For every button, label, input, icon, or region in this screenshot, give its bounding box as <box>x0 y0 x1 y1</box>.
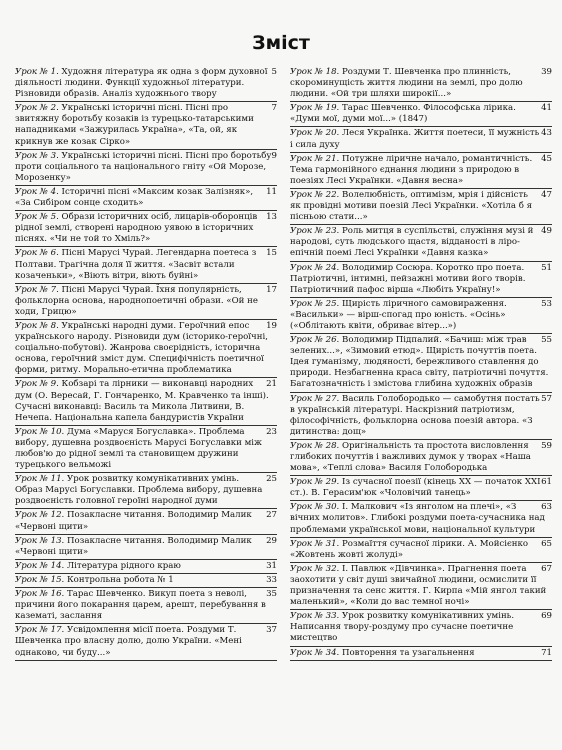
toc-page-number: 11 <box>266 186 277 197</box>
lesson-label: Урок № 18. <box>290 67 340 77</box>
lesson-label: Урок № 33. <box>290 611 340 622</box>
lesson-label: Урок № 12. <box>15 510 65 521</box>
lesson-title: Контрольна робота № 1 <box>67 574 174 585</box>
toc-entry[interactable] <box>290 501 552 537</box>
lesson-label: Урок № 21. <box>290 153 340 164</box>
toc-page-number: 61 <box>541 477 552 488</box>
toc-entry[interactable] <box>290 298 552 334</box>
toc-left-column <box>15 66 277 661</box>
lesson-title: Історичні пісні «Максим козак Залізняк», «За Сибіром сонце сходить» <box>15 186 254 209</box>
toc-page-number: 47 <box>541 189 552 200</box>
toc-page-number: 23 <box>266 426 277 437</box>
lesson-title: Василь Голобородько — самобутня постать в українській літературі. Наскрізний патріотизм, філософічність, фольклорна основа поезій автора. «З дитинства: дощ» <box>290 393 540 437</box>
toc-entry[interactable] <box>290 262 552 298</box>
lesson-title: Леся Українка. Життя поетеси, її мужність і сила духу <box>290 128 540 150</box>
lesson-label: Урок № 2. <box>15 103 59 114</box>
toc-entry[interactable] <box>290 189 552 225</box>
lesson-label: Урок № 28. <box>290 440 340 451</box>
toc-entry[interactable] <box>15 247 277 283</box>
lesson-label: Урок № 10. <box>15 426 65 437</box>
lesson-label: Урок № 22. <box>290 189 340 200</box>
toc-entry[interactable] <box>15 509 277 534</box>
lesson-title: Оригінальність та простота висловлення глибоких почуттів і важливих думок у творах «Наша мова», «Теплі слова» Василя Голобородька <box>290 440 531 474</box>
toc-page-number: 19 <box>266 320 277 331</box>
toc-entry[interactable] <box>290 66 552 102</box>
lesson-title: Із сучасної поезії (кінець XX — початок XXI ст.). В. Герасим'юк «Чоловічий танець» <box>290 477 541 499</box>
lesson-title: Урок розвитку комунікативних умінь. Образ Марусі Богуславки. Проблема вибору, душевна роздвоєність головної героїні народної думи <box>15 474 263 507</box>
lesson-title: Повторення та узагальнення <box>342 647 475 658</box>
lesson-label: Урок № 29. <box>290 477 340 488</box>
lesson-title: Художня література як одна з форм духовної діяльності людини. Функції художньої літератури. Різновиди образів. Аналіз художнього твору <box>15 67 268 100</box>
lesson-title: І. Малкович «Із янголом на плечі», «З вічних молитов». Глибокі роздуми поета-сучасника над проблемами української мови, національної культури <box>290 502 545 535</box>
toc-entry[interactable] <box>290 102 552 127</box>
lesson-label: Урок № 31. <box>290 538 340 549</box>
lesson-label: Урок № 8. <box>15 320 59 331</box>
toc-entry[interactable] <box>15 426 277 473</box>
toc-page-number: 63 <box>541 502 552 513</box>
lesson-label: Урок № 9. <box>15 379 59 390</box>
toc-page-number: 27 <box>266 510 277 521</box>
toc-entry[interactable] <box>290 647 552 661</box>
toc-entry[interactable] <box>15 284 277 320</box>
lesson-title: Українські історичні пісні. Пісні про боротьбу проти соціального та національного гніту «Ой Морозе, Морозенку» <box>15 150 272 183</box>
toc-page-number: 55 <box>541 335 552 346</box>
toc-entry[interactable] <box>15 102 277 149</box>
lesson-label: Урок № 11. <box>15 474 65 485</box>
toc-page-number: 13 <box>266 212 277 223</box>
lesson-title: Позакласне читання. Володимир Малик «Червоні щити» <box>15 510 252 532</box>
toc-entry[interactable] <box>15 66 277 102</box>
lesson-title: Українські народні думи. Героїчний епос українського народу. Різновиди дум (історико-героїчні, соціально-побутові). Жанрова своєрідність, історична основа, героїчний зміст дум. Специфічність поетичної форми, ритму. Морально-етична проблематика <box>15 320 268 376</box>
lesson-label: Урок № 16. <box>15 589 65 600</box>
lesson-title: Потужне ліричне начало, романтичність. Тема гармонійного єднання людини з природою в поезіях Лесі Українки. «Давня весна» <box>290 153 533 186</box>
lesson-title: Позакласне читання. Володимир Малик «Червоні щити» <box>15 535 252 557</box>
toc-entry[interactable] <box>290 610 552 646</box>
toc-entry[interactable] <box>290 225 552 261</box>
toc-page-number: 57 <box>541 393 552 404</box>
toc-page-number: 9 <box>271 150 277 161</box>
lesson-title: Щирість ліричного самовираження. «Васильки» — вірш-спогад про юність. «Осінь» («Облітають квіти, обриває вітер...») <box>290 298 507 331</box>
toc-page-number: 33 <box>266 574 277 585</box>
toc-entry[interactable] <box>15 535 277 560</box>
toc-page-number: 71 <box>541 647 552 658</box>
toc-page-number: 31 <box>266 560 277 571</box>
lesson-label: Урок № 30. <box>290 502 340 513</box>
lesson-label: Урок № 6. <box>15 248 59 259</box>
toc-entry[interactable] <box>290 563 552 610</box>
lesson-label: Урок № 24. <box>290 262 340 273</box>
lesson-title: Розмаїття сучасної лірики. А. Мойсієнко «Жовтень жовті жолуді» <box>290 538 529 560</box>
lesson-title: Усвідомлення місії поета. Роздуми Т. Шевченка про власну долю, долю України. «Мені однаково, чи буду...» <box>15 625 242 658</box>
lesson-title: Українські історичні пісні. Пісні про звитяжну боротьбу козаків із турецько-татарськими нападниками «Зажурилась Україна», «Та, ой, як крикнув же козак Сірко» <box>15 103 254 147</box>
lesson-label: Урок № 32. <box>290 563 340 574</box>
lesson-title: Володимир Підпалий. «Бачиш: між трав зелених...», «Зимовий етюд». Щирість почуттів поета. Ідея гуманізму, людяності, бережливого ставлення до природи. Незбагненна краса світу, патріотичні почуття. Багатозначність і змістова глибина художніх образів <box>290 335 549 390</box>
toc-entry[interactable] <box>290 538 552 563</box>
toc-entry[interactable] <box>290 476 552 501</box>
lesson-label: Урок № 14. <box>15 560 65 571</box>
lesson-label: Урок № 23. <box>290 226 340 237</box>
toc-page-number: 29 <box>266 535 277 546</box>
lesson-label: Урок № 4. <box>15 186 59 197</box>
lesson-label: Урок № 7. <box>15 284 59 295</box>
toc-entry[interactable] <box>15 560 277 574</box>
lesson-title: Волелюбність, оптимізм, мрія і дійсність як провідні мотиви поезій Лесі Українки. «Хотіла б я пісньою стати...» <box>290 189 533 223</box>
toc-entry[interactable] <box>15 378 277 425</box>
lesson-label: Урок № 13. <box>15 535 65 546</box>
toc-entry[interactable] <box>290 440 552 476</box>
toc-page-number: 25 <box>266 474 277 485</box>
lesson-label: Урок № 19. <box>290 103 340 114</box>
toc-page-number: 15 <box>266 248 277 259</box>
toc-page-number: 39 <box>541 67 552 77</box>
toc-page-number: 67 <box>541 563 552 574</box>
page-title: Зміст <box>252 32 310 54</box>
toc-page-number: 35 <box>266 589 277 600</box>
lesson-title: Пісні Марусі Чурай. Їхня популярність, фольклорна основа, народнопоетичні образи. «Ой не ходи, Грицю» <box>15 284 258 317</box>
toc-page-number: 43 <box>541 128 552 139</box>
lesson-title: Тарас Шевченко. Філософська лірика. «Думи мої, думи мої...» (1847) <box>290 103 516 125</box>
toc-entry[interactable] <box>290 334 552 392</box>
toc-entry[interactable] <box>15 588 277 624</box>
lesson-title: Урок розвитку комунікативних умінь. Написання твору-роздуму про сучасне поетичне мистецтво <box>290 611 515 644</box>
lesson-title: Кобзарі та лірники — виконавці народних дум (О. Вересай, Г. Гончаренко, М. Кравченко та інші). Сучасні виконавці: Василь та Микола Литвини, В. Нечепа. Національна капела бандуристів України <box>15 379 269 423</box>
toc-page-number: 69 <box>541 611 552 622</box>
lesson-label: Урок № 17. <box>15 625 65 636</box>
toc-entry[interactable] <box>15 186 277 211</box>
lesson-title: Роздуми Т. Шевченка про плинність, скороминущість життя людини на землі, про долю людини. «Ой три шляхи широкії...» <box>290 67 523 100</box>
lesson-label: Урок № 26. <box>290 335 340 346</box>
toc-page-number: 53 <box>541 298 552 309</box>
lesson-label: Урок № 1. <box>15 67 59 77</box>
toc-page-number: 49 <box>541 226 552 237</box>
lesson-label: Урок № 20. <box>290 128 340 139</box>
toc-page-number: 59 <box>541 440 552 451</box>
lesson-label: Урок № 34. <box>290 647 340 658</box>
toc-page-number: 65 <box>541 538 552 549</box>
lesson-title: Література рідного краю <box>67 560 181 571</box>
toc-page-number: 41 <box>541 103 552 114</box>
lesson-title: Володимир Сосюра. Коротко про поета. Патріотичні, інтимні, пейзажні мотиви його творів. Патріотичний пафос вірша «Любіть Україну!» <box>290 262 526 295</box>
lesson-label: Урок № 3. <box>15 150 59 161</box>
toc-entry[interactable] <box>15 473 277 509</box>
lesson-label: Урок № 15. <box>15 574 65 585</box>
toc-page-number: 51 <box>541 262 552 273</box>
toc-entry[interactable] <box>15 320 277 378</box>
toc-entry[interactable] <box>290 127 552 152</box>
lesson-label: Урок № 5. <box>15 212 59 223</box>
lesson-title: Роль митця в суспільстві, служіння музі й народові, суть людського щастя, відданості в ліро-епічній поемі Лесі Українки «Давня казка» <box>290 226 534 259</box>
toc-page-number: 21 <box>266 379 277 390</box>
toc-page-number: 5 <box>271 67 277 77</box>
lesson-label: Урок № 27. <box>290 393 340 404</box>
lesson-title: Образи історичних осіб, лицарів-оборонців рідної землі, створені народною уявою в історичних піснях. «Чи не той то Хміль?» <box>15 212 258 245</box>
toc-page-number: 45 <box>541 153 552 164</box>
lesson-title: І. Павлюк «Дівчинка». Прагнення поета заохотити у світ душі звичайної людини, осмислити її призначення та сенс життя. Г. Кирпа «Мій янгол такий маленький», «Коли до вас темної ночі» <box>290 563 547 608</box>
toc-page-number: 17 <box>266 284 277 295</box>
toc-entry[interactable] <box>290 153 552 189</box>
toc-entry[interactable] <box>15 574 277 588</box>
toc-entry[interactable] <box>15 150 277 186</box>
lesson-title: Дума «Маруся Богуславка». Проблема вибору, душевна роздвоєність Марусі Богуславки між любов'ю до рідної землі та становищем дружини турецького вельможі <box>15 426 262 471</box>
toc-entry[interactable] <box>290 393 552 440</box>
toc-right-column <box>290 66 552 661</box>
toc-page-number: 7 <box>271 103 277 114</box>
toc-page-number: 37 <box>266 625 277 636</box>
lesson-title: Пісні Марусі Чурай. Легендарна поетеса з Полтави. Трагічна доля її життя. «Засвіт встали козаченьки», «Віють вітри, віють буйні» <box>15 248 257 281</box>
lesson-title: Тарас Шевченко. Викуп поета з неволі, причини його покарання царем, арешт, перебування в казематі, заслання <box>15 589 266 622</box>
toc-entry[interactable] <box>15 211 277 247</box>
toc-entry[interactable] <box>15 624 277 660</box>
lesson-label: Урок № 25. <box>290 298 340 309</box>
